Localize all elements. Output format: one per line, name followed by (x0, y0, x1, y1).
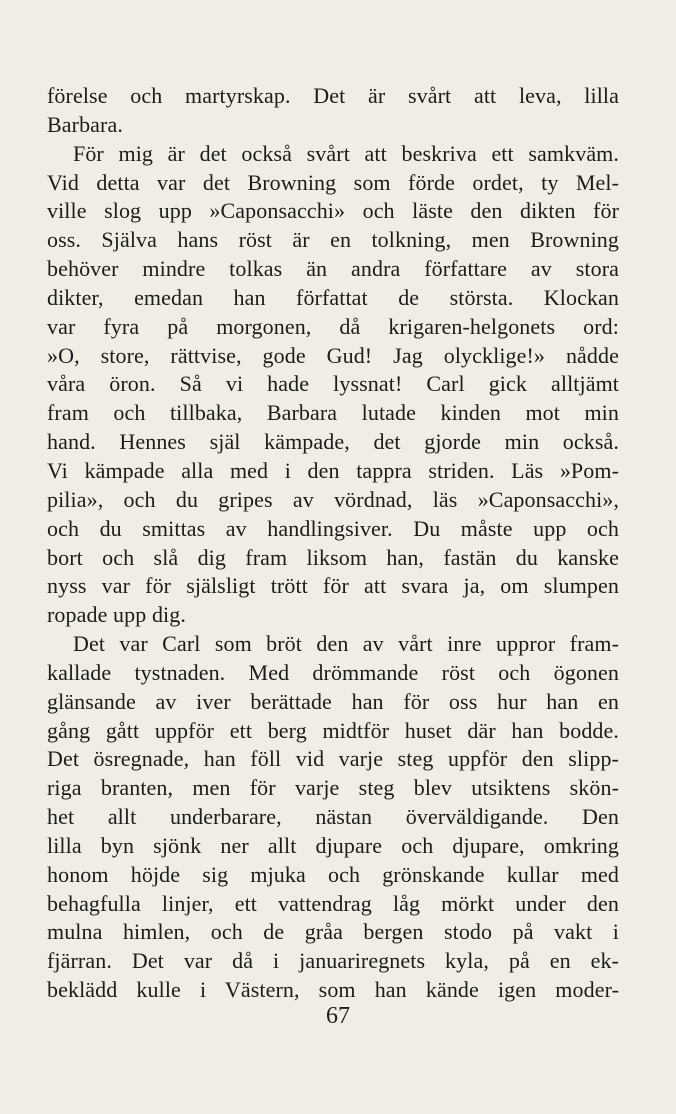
text-line: ville slog upp »Caponsacchi» och läste den dikten för (47, 198, 619, 224)
page-number: 67 (326, 1003, 350, 1029)
text-line: nyss var för själsligt trött för att svara ja, om slumpen (47, 573, 619, 599)
text-line: Vid detta var det Browning som förde ordet, ty Mel- (47, 169, 619, 195)
text-line: behöver mindre tolkas än andra författare av stora (47, 256, 619, 282)
text-line: glänsande av iver berättade han för oss hur han en (47, 688, 619, 714)
text-line: Det ösregnade, han föll vid varje steg uppför den slipp- (47, 746, 619, 772)
text-line: Barbara. (47, 111, 123, 137)
text-line: dikter, emedan han författat de största. Klockan (47, 284, 619, 310)
text-line: Det var Carl som bröt den av vårt inre uppror fram- (73, 631, 619, 657)
text-line: kallade tystnaden. Med drömmande röst och ögonen (47, 659, 619, 685)
body-text (47, 82, 619, 1005)
text-line: fram och tillbaka, Barbara lutade kinden mot min (47, 400, 619, 426)
text-line: het allt underbarare, nästan överväldigande. Den (47, 804, 619, 830)
text-line: ropade upp dig. (47, 602, 186, 628)
text-line: Vi kämpade alla med i den tappra striden. Läs »Pom- (47, 457, 619, 483)
text-line: fjärran. Det var då i januariregnets kyla, på en ek- (47, 948, 619, 974)
text-line: honom höjde sig mjuka och grönskande kullar med (47, 861, 619, 887)
text-line: riga branten, men för varje steg blev utsiktens skön- (47, 775, 619, 801)
text-line: För mig är det också svårt att beskriva ett samkväm. (73, 140, 619, 166)
text-line: beklädd kulle i Västern, som han kände igen moder- (47, 977, 619, 1003)
text-line: behagfulla linjer, ett vattendrag låg mörkt under den (47, 890, 619, 916)
text-line: »O, store, rättvise, gode Gud! Jag olycklige!» nådde (47, 342, 619, 368)
text-line: lilla byn sjönk ner allt djupare och djupare, omkring (47, 832, 619, 858)
text-line: förelse och martyrskap. Det är svårt att leva, lilla (47, 83, 619, 108)
text-line: oss. Själva hans röst är en tolkning, men Browning (47, 227, 619, 253)
text-line: pilia», och du gripes av vördnad, läs »Caponsacchi», (47, 486, 619, 512)
text-line: var fyra på morgonen, då krigaren-helgonets ord: (47, 313, 619, 339)
text-line: bort och slå dig fram liksom han, fastän du kanske (47, 544, 619, 570)
text-line: och du smittas av handlingsiver. Du måste upp och (47, 515, 619, 541)
text-line: mulna himlen, och de gråa bergen stodo på vakt i (47, 919, 619, 945)
text-line: hand. Hennes själ kämpade, det gjorde min också. (47, 429, 619, 455)
text-line: gång gått uppför ett berg midtför huset där han bodde. (47, 717, 619, 743)
text-line: våra öron. Så vi hade lyssnat! Carl gick alltjämt (47, 371, 619, 397)
